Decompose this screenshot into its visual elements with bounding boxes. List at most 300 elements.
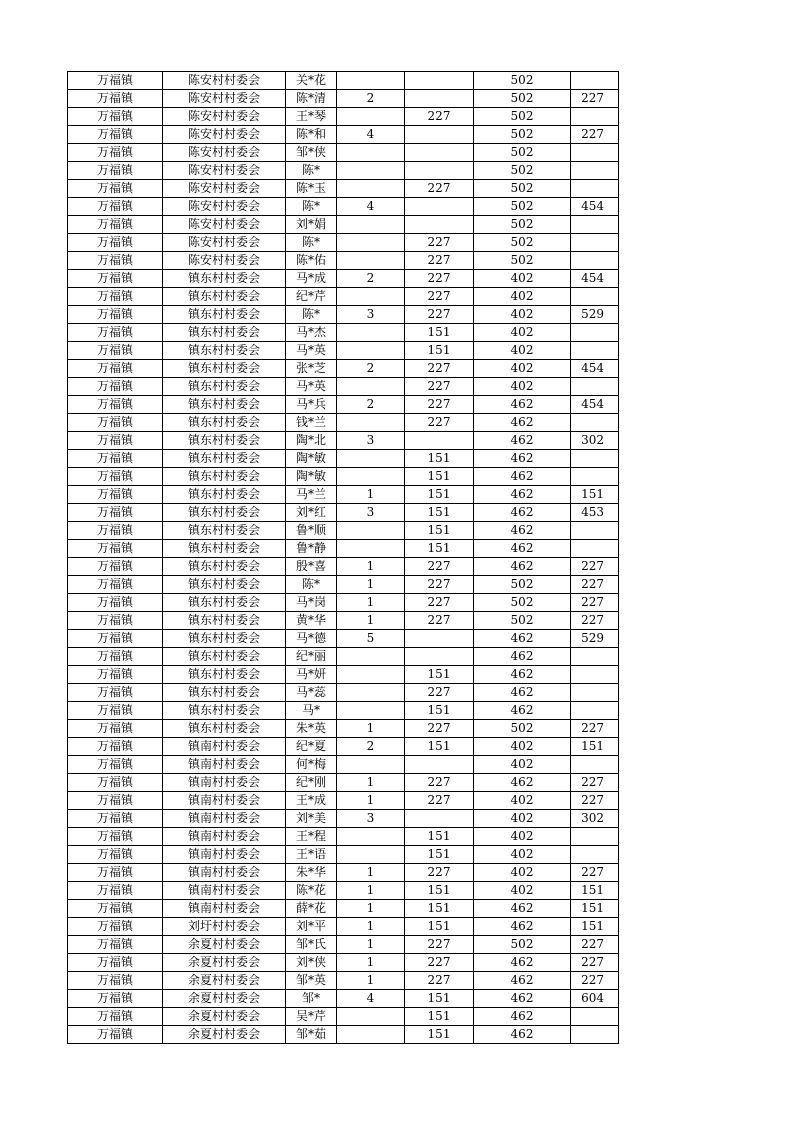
village-cell: 陈安村村委会: [163, 144, 286, 162]
value-a-cell: 227: [405, 558, 474, 576]
count-cell: [337, 288, 405, 306]
table-row: [68, 612, 619, 630]
value-a-cell: [405, 144, 474, 162]
town-cell: 万福镇: [68, 450, 163, 468]
name-cell: 邹*英: [286, 972, 337, 990]
town-cell: 万福镇: [68, 432, 163, 450]
value-a-cell: 227: [405, 936, 474, 954]
count-cell: 2: [337, 270, 405, 288]
total-cell: 227: [571, 90, 619, 108]
total-cell: 227: [571, 126, 619, 144]
value-a-cell: 227: [405, 972, 474, 990]
total-cell: 151: [571, 900, 619, 918]
town-cell: 万福镇: [68, 72, 163, 90]
count-cell: 2: [337, 360, 405, 378]
total-cell: [571, 684, 619, 702]
value-b-cell: 462: [474, 486, 571, 504]
value-b-cell: 402: [474, 306, 571, 324]
value-b-cell: 502: [474, 216, 571, 234]
total-cell: 227: [571, 936, 619, 954]
total-cell: 453: [571, 504, 619, 522]
total-cell: 227: [571, 774, 619, 792]
total-cell: [571, 180, 619, 198]
table-row: [68, 252, 619, 270]
table-row: [68, 288, 619, 306]
value-a-cell: 227: [405, 306, 474, 324]
village-cell: 陈安村村委会: [163, 234, 286, 252]
value-b-cell: 462: [474, 990, 571, 1008]
town-cell: 万福镇: [68, 144, 163, 162]
count-cell: [337, 144, 405, 162]
count-cell: 1: [337, 594, 405, 612]
name-cell: 刘*侠: [286, 954, 337, 972]
name-cell: 朱*英: [286, 720, 337, 738]
village-cell: 镇东村村委会: [163, 504, 286, 522]
total-cell: [571, 450, 619, 468]
total-cell: 227: [571, 576, 619, 594]
table-row: [68, 702, 619, 720]
value-b-cell: 502: [474, 576, 571, 594]
village-cell: 陈安村村委会: [163, 180, 286, 198]
count-cell: 5: [337, 630, 405, 648]
count-cell: 2: [337, 396, 405, 414]
name-cell: 鲁*静: [286, 540, 337, 558]
total-cell: [571, 342, 619, 360]
total-cell: 604: [571, 990, 619, 1008]
village-cell: 镇东村村委会: [163, 630, 286, 648]
table-body: [68, 72, 619, 1044]
town-cell: 万福镇: [68, 324, 163, 342]
count-cell: 1: [337, 864, 405, 882]
town-cell: 万福镇: [68, 990, 163, 1008]
value-b-cell: 462: [474, 414, 571, 432]
value-b-cell: 462: [474, 396, 571, 414]
village-cell: 陈安村村委会: [163, 126, 286, 144]
name-cell: 薛*花: [286, 900, 337, 918]
village-cell: 镇东村村委会: [163, 486, 286, 504]
village-cell: 刘圩村村委会: [163, 918, 286, 936]
village-cell: 镇东村村委会: [163, 720, 286, 738]
value-a-cell: [405, 756, 474, 774]
total-cell: [571, 1026, 619, 1044]
total-cell: 454: [571, 198, 619, 216]
village-cell: 镇东村村委会: [163, 306, 286, 324]
count-cell: 1: [337, 900, 405, 918]
total-cell: 454: [571, 270, 619, 288]
value-b-cell: 402: [474, 342, 571, 360]
table-row: [68, 468, 619, 486]
total-cell: 227: [571, 792, 619, 810]
village-cell: 镇南村村委会: [163, 828, 286, 846]
value-a-cell: 151: [405, 702, 474, 720]
value-b-cell: 502: [474, 720, 571, 738]
table-row: [68, 360, 619, 378]
value-a-cell: 227: [405, 288, 474, 306]
town-cell: 万福镇: [68, 1008, 163, 1026]
value-a-cell: [405, 90, 474, 108]
table-row: [68, 900, 619, 918]
value-a-cell: [405, 630, 474, 648]
value-a-cell: 151: [405, 1008, 474, 1026]
count-cell: [337, 378, 405, 396]
town-cell: 万福镇: [68, 468, 163, 486]
village-cell: 镇东村村委会: [163, 396, 286, 414]
village-cell: 陈安村村委会: [163, 252, 286, 270]
table-row: [68, 666, 619, 684]
count-cell: 1: [337, 486, 405, 504]
total-cell: 302: [571, 432, 619, 450]
table-row: [68, 234, 619, 252]
village-cell: 镇南村村委会: [163, 792, 286, 810]
value-a-cell: 151: [405, 990, 474, 1008]
village-cell: 镇南村村委会: [163, 900, 286, 918]
name-cell: 陈*花: [286, 882, 337, 900]
value-a-cell: [405, 216, 474, 234]
value-a-cell: 151: [405, 450, 474, 468]
total-cell: [571, 378, 619, 396]
value-b-cell: 462: [474, 702, 571, 720]
count-cell: 1: [337, 792, 405, 810]
village-cell: 镇东村村委会: [163, 288, 286, 306]
name-cell: 朱*华: [286, 864, 337, 882]
name-cell: 陶*北: [286, 432, 337, 450]
table-row: [68, 576, 619, 594]
count-cell: 4: [337, 990, 405, 1008]
village-cell: 镇东村村委会: [163, 702, 286, 720]
village-cell: 镇南村村委会: [163, 882, 286, 900]
table-row: [68, 522, 619, 540]
value-b-cell: 462: [474, 954, 571, 972]
name-cell: 马*英: [286, 378, 337, 396]
total-cell: [571, 234, 619, 252]
name-cell: 刘*红: [286, 504, 337, 522]
village-cell: 镇东村村委会: [163, 342, 286, 360]
total-cell: 227: [571, 558, 619, 576]
value-a-cell: 227: [405, 864, 474, 882]
village-cell: 镇东村村委会: [163, 684, 286, 702]
value-b-cell: 402: [474, 756, 571, 774]
count-cell: [337, 1008, 405, 1026]
total-cell: 227: [571, 720, 619, 738]
name-cell: 钱*兰: [286, 414, 337, 432]
count-cell: 1: [337, 936, 405, 954]
total-cell: 227: [571, 954, 619, 972]
value-a-cell: 227: [405, 270, 474, 288]
town-cell: 万福镇: [68, 180, 163, 198]
count-cell: [337, 414, 405, 432]
village-cell: 余夏村村委会: [163, 954, 286, 972]
value-b-cell: 502: [474, 108, 571, 126]
table-row: [68, 792, 619, 810]
total-cell: [571, 702, 619, 720]
name-cell: 纪*芹: [286, 288, 337, 306]
town-cell: 万福镇: [68, 774, 163, 792]
value-b-cell: 462: [474, 900, 571, 918]
value-b-cell: 462: [474, 504, 571, 522]
value-b-cell: 502: [474, 234, 571, 252]
name-cell: 马*德: [286, 630, 337, 648]
value-a-cell: 227: [405, 252, 474, 270]
table-row: [68, 306, 619, 324]
town-cell: 万福镇: [68, 882, 163, 900]
value-a-cell: [405, 126, 474, 144]
total-cell: [571, 108, 619, 126]
value-b-cell: 502: [474, 180, 571, 198]
table-row: [68, 396, 619, 414]
value-b-cell: 502: [474, 594, 571, 612]
value-a-cell: 227: [405, 792, 474, 810]
count-cell: [337, 234, 405, 252]
count-cell: [337, 252, 405, 270]
count-cell: [337, 72, 405, 90]
count-cell: 1: [337, 882, 405, 900]
town-cell: 万福镇: [68, 270, 163, 288]
value-a-cell: 227: [405, 954, 474, 972]
table-row: [68, 342, 619, 360]
village-cell: 余夏村村委会: [163, 1008, 286, 1026]
table-row: [68, 162, 619, 180]
count-cell: 3: [337, 810, 405, 828]
total-cell: [571, 648, 619, 666]
town-cell: 万福镇: [68, 954, 163, 972]
name-cell: 马*兵: [286, 396, 337, 414]
value-b-cell: 502: [474, 126, 571, 144]
name-cell: 王*成: [286, 792, 337, 810]
table-row: [68, 990, 619, 1008]
value-b-cell: 402: [474, 270, 571, 288]
value-b-cell: 502: [474, 936, 571, 954]
name-cell: 邹*侠: [286, 144, 337, 162]
count-cell: [337, 666, 405, 684]
total-cell: [571, 72, 619, 90]
town-cell: 万福镇: [68, 810, 163, 828]
value-a-cell: 151: [405, 918, 474, 936]
count-cell: [337, 648, 405, 666]
count-cell: 1: [337, 918, 405, 936]
count-cell: 2: [337, 90, 405, 108]
value-a-cell: [405, 810, 474, 828]
name-cell: 刘*平: [286, 918, 337, 936]
village-cell: 镇南村村委会: [163, 738, 286, 756]
value-a-cell: [405, 72, 474, 90]
village-cell: 镇东村村委会: [163, 558, 286, 576]
table-row: [68, 270, 619, 288]
name-cell: 陈*: [286, 234, 337, 252]
value-b-cell: 402: [474, 738, 571, 756]
data-table: [67, 71, 619, 1044]
village-cell: 镇东村村委会: [163, 360, 286, 378]
count-cell: [337, 1026, 405, 1044]
village-cell: 镇东村村委会: [163, 468, 286, 486]
table-row: [68, 198, 619, 216]
value-a-cell: 151: [405, 324, 474, 342]
table-row: [68, 1026, 619, 1044]
village-cell: 镇南村村委会: [163, 774, 286, 792]
count-cell: [337, 522, 405, 540]
name-cell: 陈*清: [286, 90, 337, 108]
value-b-cell: 502: [474, 72, 571, 90]
town-cell: 万福镇: [68, 720, 163, 738]
total-cell: 151: [571, 918, 619, 936]
name-cell: 马*兰: [286, 486, 337, 504]
table-row: [68, 324, 619, 342]
count-cell: 1: [337, 612, 405, 630]
table-row: [68, 558, 619, 576]
village-cell: 镇南村村委会: [163, 756, 286, 774]
village-cell: 陈安村村委会: [163, 198, 286, 216]
name-cell: 黄*华: [286, 612, 337, 630]
value-a-cell: [405, 648, 474, 666]
town-cell: 万福镇: [68, 612, 163, 630]
town-cell: 万福镇: [68, 648, 163, 666]
value-b-cell: 462: [474, 432, 571, 450]
value-b-cell: 462: [474, 468, 571, 486]
count-cell: [337, 702, 405, 720]
value-b-cell: 402: [474, 846, 571, 864]
town-cell: 万福镇: [68, 558, 163, 576]
value-b-cell: 502: [474, 198, 571, 216]
value-a-cell: 227: [405, 774, 474, 792]
name-cell: 王*程: [286, 828, 337, 846]
count-cell: 1: [337, 558, 405, 576]
table-row: [68, 108, 619, 126]
name-cell: 陈*: [286, 576, 337, 594]
town-cell: 万福镇: [68, 738, 163, 756]
count-cell: [337, 540, 405, 558]
value-a-cell: 227: [405, 378, 474, 396]
count-cell: 1: [337, 576, 405, 594]
village-cell: 镇东村村委会: [163, 450, 286, 468]
count-cell: [337, 846, 405, 864]
name-cell: 陈*: [286, 198, 337, 216]
value-a-cell: 227: [405, 414, 474, 432]
village-cell: 镇东村村委会: [163, 576, 286, 594]
total-cell: [571, 756, 619, 774]
village-cell: 陈安村村委会: [163, 108, 286, 126]
total-cell: [571, 522, 619, 540]
town-cell: 万福镇: [68, 900, 163, 918]
value-a-cell: 151: [405, 666, 474, 684]
value-b-cell: 462: [474, 1026, 571, 1044]
value-b-cell: 402: [474, 810, 571, 828]
town-cell: 万福镇: [68, 576, 163, 594]
table-row: [68, 504, 619, 522]
town-cell: 万福镇: [68, 684, 163, 702]
town-cell: 万福镇: [68, 378, 163, 396]
village-cell: 镇东村村委会: [163, 522, 286, 540]
village-cell: 陈安村村委会: [163, 162, 286, 180]
village-cell: 镇南村村委会: [163, 864, 286, 882]
name-cell: 纪*丽: [286, 648, 337, 666]
count-cell: [337, 180, 405, 198]
name-cell: 张*芝: [286, 360, 337, 378]
count-cell: 3: [337, 306, 405, 324]
total-cell: 454: [571, 360, 619, 378]
value-a-cell: 151: [405, 486, 474, 504]
table-row: [68, 936, 619, 954]
village-cell: 余夏村村委会: [163, 936, 286, 954]
total-cell: [571, 162, 619, 180]
total-cell: 454: [571, 396, 619, 414]
name-cell: 马*蕊: [286, 684, 337, 702]
town-cell: 万福镇: [68, 864, 163, 882]
value-a-cell: 151: [405, 468, 474, 486]
count-cell: [337, 828, 405, 846]
town-cell: 万福镇: [68, 828, 163, 846]
count-cell: 4: [337, 126, 405, 144]
count-cell: 1: [337, 972, 405, 990]
value-a-cell: 151: [405, 504, 474, 522]
total-cell: [571, 216, 619, 234]
village-cell: 余夏村村委会: [163, 990, 286, 1008]
town-cell: 万福镇: [68, 216, 163, 234]
town-cell: 万福镇: [68, 972, 163, 990]
town-cell: 万福镇: [68, 108, 163, 126]
table-row: [68, 432, 619, 450]
town-cell: 万福镇: [68, 756, 163, 774]
value-b-cell: 502: [474, 144, 571, 162]
total-cell: [571, 846, 619, 864]
name-cell: 邹*: [286, 990, 337, 1008]
name-cell: 陈*佑: [286, 252, 337, 270]
town-cell: 万福镇: [68, 936, 163, 954]
town-cell: 万福镇: [68, 918, 163, 936]
town-cell: 万福镇: [68, 846, 163, 864]
count-cell: [337, 342, 405, 360]
town-cell: 万福镇: [68, 234, 163, 252]
value-a-cell: 151: [405, 882, 474, 900]
value-b-cell: 502: [474, 612, 571, 630]
total-cell: [571, 324, 619, 342]
count-cell: 2: [337, 738, 405, 756]
count-cell: [337, 216, 405, 234]
table-row: [68, 882, 619, 900]
town-cell: 万福镇: [68, 1026, 163, 1044]
town-cell: 万福镇: [68, 198, 163, 216]
table-row: [68, 774, 619, 792]
value-b-cell: 462: [474, 522, 571, 540]
total-cell: [571, 468, 619, 486]
town-cell: 万福镇: [68, 540, 163, 558]
town-cell: 万福镇: [68, 342, 163, 360]
town-cell: 万福镇: [68, 792, 163, 810]
value-b-cell: 502: [474, 162, 571, 180]
count-cell: [337, 324, 405, 342]
town-cell: 万福镇: [68, 90, 163, 108]
village-cell: 镇东村村委会: [163, 414, 286, 432]
village-cell: 镇东村村委会: [163, 594, 286, 612]
value-a-cell: 151: [405, 1026, 474, 1044]
table-row: [68, 756, 619, 774]
count-cell: 1: [337, 954, 405, 972]
total-cell: 227: [571, 594, 619, 612]
value-b-cell: 462: [474, 684, 571, 702]
table-row: [68, 1008, 619, 1026]
value-a-cell: 151: [405, 540, 474, 558]
table-row: [68, 828, 619, 846]
name-cell: 何*梅: [286, 756, 337, 774]
value-a-cell: 227: [405, 594, 474, 612]
town-cell: 万福镇: [68, 414, 163, 432]
total-cell: 529: [571, 306, 619, 324]
count-cell: [337, 468, 405, 486]
village-cell: 镇南村村委会: [163, 846, 286, 864]
value-a-cell: 227: [405, 684, 474, 702]
count-cell: 3: [337, 432, 405, 450]
count-cell: [337, 684, 405, 702]
value-b-cell: 462: [474, 1008, 571, 1026]
table-row: [68, 144, 619, 162]
